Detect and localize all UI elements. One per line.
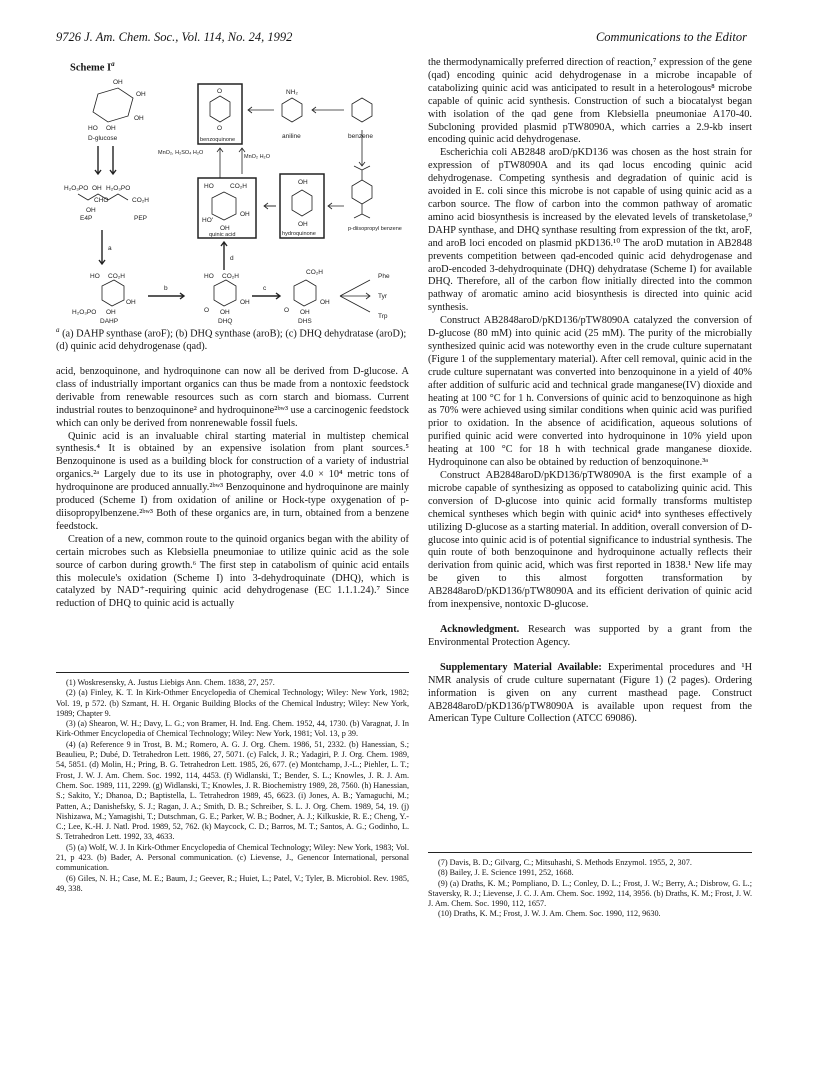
label-hydroquinone: hydroquinone <box>282 231 316 237</box>
svg-text:O: O <box>204 307 210 314</box>
svg-text:OH: OH <box>240 211 250 218</box>
label-step-d: d <box>230 255 234 262</box>
glucose-structure <box>88 79 146 132</box>
reference: (5) (a) Wolf, W. J. In Kirk-Othmer Encyclopedia of Chemical Technology; Wiley: New York, 1983; Vol. 21, p 423. (b) Bader, A. Personal communication. (c) Lievense, J., Genencor International, personal communication. <box>56 842 409 873</box>
reference: (1) Woskresensky, A. Justus Liebigs Ann. Chem. 1838, 27, 257. <box>66 678 275 687</box>
right-paragraph-4: Construct AB2848aroD/pKD136/pTW8090A is the first example of a microbe capable of synthesizing as opposed to catabolizing quinic acid. This conversion of D-glucose into quinic acid formally transforms multistep chemical syntheses which begin with quinic acid⁴ into syntheses effectively utilizing D-glucose as a starting material. In addition, overall conversion of D-glucose into quinic acid is of potential significance to industrial synthesis. The quin route of both benzoquinone and hydroquinone actually reflects their derivation from quinic acid, which was first reported in 1838.¹ New life may be given to this almost forgotten transformation by AB2848aroD/pKD136/pTW8090A and its efficient derivation of quinic acid from inexpensive, nontoxic D-glucose. <box>428 470 752 611</box>
svg-text:CO₂H: CO₂H <box>132 197 149 204</box>
left-paragraph-3: Creation of a new, common route to the quinoid organics began with the ability of certain microbes such as Klebsiella pneumoniae to utilize quinic acid as the sole source of carbon during growth.⁶ The first step in catabolism of quinic acid entails this molecule's oxidation (Scheme I) into 3-dehydroquinate (DHQ), which is catalyzed by NAD⁺-requiring quinic acid dehydrogenase (EC 1.1.1.24).⁷ Since reduction of DHQ to quinic acid is actually <box>56 533 409 610</box>
svg-text:HO: HO <box>204 273 214 280</box>
label-step-b: b <box>164 285 168 292</box>
supplementary-material: Supplementary Material Available: Experimental procedures and ¹H NMR analysis of crude culture supernatant (Figure 1) (2 pages). Ordering information is given on any current masthead page. Construct AB2848aroD/pKD136/pTW8090A is available upon request from the American Type Culture Collection (ATCC 69086). <box>428 661 753 725</box>
label-step-a: a <box>108 245 112 252</box>
svg-text:OH: OH <box>298 179 308 186</box>
svg-text:HO: HO <box>88 125 98 132</box>
reference: (2) (a) Finley, K. T. In Kirk-Othmer Encyclopedia of Chemical Technology; Wiley: New York, 1982; Vol. 19, p 572. (b) Szmant, H. H. Organic Building Blocks of the Chemical Industry; Wiley: New York, 1989; Chapter 9. <box>56 688 409 718</box>
svg-text:OH: OH <box>134 115 144 122</box>
label-benzene: benzene <box>348 133 373 140</box>
svg-text:CHO: CHO <box>94 197 109 204</box>
label-trp: Trp <box>378 313 388 320</box>
reference: (4) (a) Reference 9 in Trost, B. M.; Romero, A. G. J. Org. Chem. 1986, 51, 2332. (b) Hanessian, S.; Beaulieu, P.; Dubé, D. Tetrahedron Lett. 1986, 27, 5071. (c) Falck, J. R.; Yadagiri, P. J. Org. Chem. 1989, 54, 5851. (d) Molin, H.; Pring, B. G. Tetrahedron Lett. 1985, 26, 677. (e) Montchamp, J.-L.; Piehler, L. T.; Frost, J. W. J. Am. Chem. Soc. 1992, 114, 4453. (f) Widlanski, T.; Bender, S. L.; Knowles, J. R. J. Am. Chem. Soc. 1989, 111, 2299. (g) Widlanski, T.; Knowles, J. R. Biochemistry 1989, 28, 7560. (h) Hanessian, S.; Sakito, Y.; Dhanoa, D.; Baptistella, L. Tetrahedron 1989, 45, 6623. (i) Jones, A. B.; Yamaguchi, M.; Patten, A.; Danishefsky, S. J.; Ragan, J. A.; Smith, D. B.; Schreiber, S. L. J. Org. Chem. 1989, 54, 19. (j) Nishizawa, M.; Yamagishi, T.; Dutschman, G. E.; Parker, W. B.; Bodner, A. J.; Kilkuskie, R. E.; Cheng, Y.-C.; Lee, K.-H. J. Natl. Prod. 1989, 52, 762. (k) Maycock, C. D.; Barros, M. T.; Santos, A. G.; Godinho, L. S. Tetrahedron Lett. 1992, 33, 4633. <box>56 739 409 842</box>
svg-text:OH: OH <box>136 91 146 98</box>
svg-text:CO₂H: CO₂H <box>230 183 247 190</box>
scheme-title: Scheme $I^a$ <box>70 60 115 74</box>
svg-text:HO': HO' <box>202 217 213 224</box>
scheme-diagram <box>58 74 408 326</box>
svg-text:OH: OH <box>240 299 250 306</box>
running-header-left: 9726 J. Am. Chem. Soc., Vol. 114, No. 24, 1992 <box>56 30 293 44</box>
svg-text:OH: OH <box>300 309 310 316</box>
right-paragraph-1: the thermodynamically preferred direction of reaction,⁷ expression of the gene (qad) encoding quinic acid dehydrogenase in a microbe incapable of catabolizing quinic acid was anticipated to result in a heterologous⁸ microbe capable of quinic acid synthesis. Construction of such a biocatalyst began with isolation of the qad gene from Klebsiella pneumoniae A170-40. Subcloning provided plasmid pTW8090A, which carries a 2.9-kb insert encoding quinic acid dehydrogenase. <box>428 57 752 146</box>
label-dhq: DHQ <box>218 318 233 325</box>
label-diisopropyl: p-diisopropyl benzene <box>348 226 402 232</box>
svg-text:H₂O₃PO: H₂O₃PO <box>72 309 97 316</box>
svg-text:OH: OH <box>92 185 102 192</box>
label-reagent2: MnO₂ H₂O <box>244 154 270 160</box>
svg-text:OH: OH <box>113 79 123 86</box>
right-paragraph-3: Construct AB2848aroD/pKD136/pTW8090A catalyzed the conversion of D-glucose (80 mM) into quinic acid (25 mM). The purity of the microbially synthesized quinic acid was noteworthy even in the crude culture supernatant (Figure 1 of the supplementary material). After cell removal, quinic acid in the crude culture supernatant was converted into benzoquinone in a yield of 40% after addition of sulfuric acid and technical grade manganese(IV) dioxide and heating at 100 °C for 1 h. Conversions of quinic acid to benzoquinone as high as 70% were achieved using similar conditions when quinic acid was purified prior to oxidation. In the absence of acidification, aqueous solutions of purified quinic acid were converted into hydroquinone in 10% yield upon heating at 100 °C for 18 h with technical grade manganese dioxide. Hydroquinone can also be obtained by reduction of benzoquinone.³ᵃ <box>428 315 752 469</box>
svg-text:NH₂: NH₂ <box>286 89 298 96</box>
left-paragraph-1: acid, benzoquinone, and hydroquinone can now all be derived from D-glucose. A class of industrially important organics can thus be made from a nontoxic feedstock derivable from renewable resources such as corn starch and biomass. Current industrial routes to benzoquinone² and hydroquinone²ᵇʷ³ use a carcinogenic feedstock which can only be derived from nonrenewable fossil fuels. <box>56 366 409 429</box>
svg-text:OH: OH <box>86 207 96 214</box>
label-phe: Phe <box>378 273 390 280</box>
reference: (6) Giles, N. H.; Case, M. E.; Baum, J.; Geever, R.; Huiet, L.; Patel, V.; Tyler, B. Microbiol. Rev. 1985, 49, 338. <box>56 873 409 893</box>
label-dglucose: D-glucose <box>88 135 118 142</box>
svg-text:O: O <box>284 307 290 314</box>
label-pep: PEP <box>134 215 148 222</box>
reference: (3) (a) Shearon, W. H.; Davy, L. G.; von Bramer, H. Ind. Eng. Chem. 1952, 44, 1730. (b) Varagnat, J. In Kirk-Othmer Encyclopedia of Chemical Technology; Wiley: New York, 1981; Vol. 13, p 39. <box>56 719 409 739</box>
svg-text:HO: HO <box>90 273 100 280</box>
left-references <box>56 678 409 894</box>
svg-text:H₂O₃PO: H₂O₃PO <box>106 185 131 192</box>
reference: (7) Davis, B. D.; Gilvarg, C.; Mitsuhashi, S. Methods Enzymol. 1955, 2, 307. <box>438 858 692 867</box>
reference: (9) (a) Draths, K. M.; Pompliano, D. L.; Conley, D. L.; Frost, J. W.; Berry, A.; Disbrow, G. L.; Staversky, R. J.; Lievense, J. C. J. Am. Chem. Soc. 1992, 114, 3956. (b) Draths, K. M.; Frost, J. W. J. Am. Chem. Soc. 1990, 112, 1657. <box>428 878 752 909</box>
svg-text:H₂O₃PO: H₂O₃PO <box>64 185 89 192</box>
right-column-body <box>428 57 752 726</box>
label-step-c: c <box>263 285 267 292</box>
svg-text:O: O <box>217 88 223 95</box>
svg-text:CO₂H: CO₂H <box>222 273 239 280</box>
right-paragraph-2: Escherichia coli AB2848 aroD/pKD136 was chosen as the host strain for expression of pTW8090A and its qad locus encoding quinic acid dehydrogenase. Competing synthesis and degradation of quinic acid is avoided in E. coli since this microbe is not capable of using quinic acid as a carbon source. The flow of carbon into the common pathway of aromatic amino acid biosynthesis is increased by the elevated levels of transketolase,⁹ DAHP synthase, and DHQ synthase resulting from expression of the tkt, aroF, and aroB loci encoded on plasmid pKD136.¹⁰ The aroD mutation in AB2848 prevents competition between qad-encoded quinic acid dehydrogenase and aroD-encoded 3-dehydroquinate (DHQ) dehydratase (Scheme I) for available DHQ. Therefore, all of the carbon flow initially directed into the common pathway of aromatic amino acid biosynthesis is directed into quinic acid synthesis. <box>428 147 752 314</box>
svg-text:CO₂H: CO₂H <box>108 273 125 280</box>
svg-text:HO: HO <box>204 183 214 190</box>
scheme-caption: $^a$ (a) DAHP synthase (aroF); (b) DHQ synthase (aroB); (c) DHQ dehydratase (aroD); (d) quinic acid dehydrogenase (qad). <box>56 326 407 353</box>
label-quinic-acid: quinic acid <box>209 232 236 238</box>
right-references <box>428 858 752 920</box>
svg-text:OH: OH <box>106 125 116 132</box>
label-benzoquinone: benzoquinone <box>200 137 236 143</box>
left-paragraph-2: Quinic acid is an invaluable chiral starting material in multistep chemical synthesis.⁴ It is obtained by an expensive isolation from plant sources.⁵ Benzoquinone is used as a building block for construction of a variety of industrial organics.²ᵃ Largely due to its use in photography, over 4.0 × 10⁴ metric tons of hydroquinone are produced annually.²ᵇʷ³ Benzoquinone and hydroquinone are mainly produced (Scheme I) from oxidation of aniline or Hock-type oxygenation of p-diisopropylbenzene.²ᵇʷ³ Both of these organics are, in turn, obtained from a benzene feedstock. <box>56 430 409 532</box>
acknowledgment: Acknowledgment. Research was supported by a grant from the Environmental Protection Agency. <box>428 623 752 648</box>
label-tyr: Tyr <box>378 293 388 300</box>
svg-text:OH: OH <box>106 309 116 316</box>
svg-text:CO₂H: CO₂H <box>306 269 323 276</box>
svg-text:OH: OH <box>126 299 136 306</box>
left-footnote-rule <box>56 672 409 673</box>
svg-text:O: O <box>217 125 223 132</box>
left-column-body <box>56 366 409 611</box>
label-aniline: aniline <box>282 133 301 140</box>
svg-text:OH: OH <box>220 225 230 232</box>
right-footnote-rule <box>428 852 752 853</box>
running-header-right: Communications to the Editor <box>595 30 747 44</box>
label-reagent1: MnO₂, H₂SO₄ H₂O <box>158 150 204 156</box>
svg-text:OH: OH <box>320 299 330 306</box>
reference: (8) Bailey, J. E. Science 1991, 252, 1668. <box>438 868 574 878</box>
label-e4p: E4P <box>80 215 93 222</box>
reference: (10) Draths, K. M.; Frost, J. W. J. Am. Chem. Soc. 1990, 112, 9630. <box>438 909 661 919</box>
svg-text:OH: OH <box>298 221 308 228</box>
label-dhs: DHS <box>298 318 312 325</box>
svg-text:OH: OH <box>220 309 230 316</box>
label-dahp: DAHP <box>100 318 119 325</box>
